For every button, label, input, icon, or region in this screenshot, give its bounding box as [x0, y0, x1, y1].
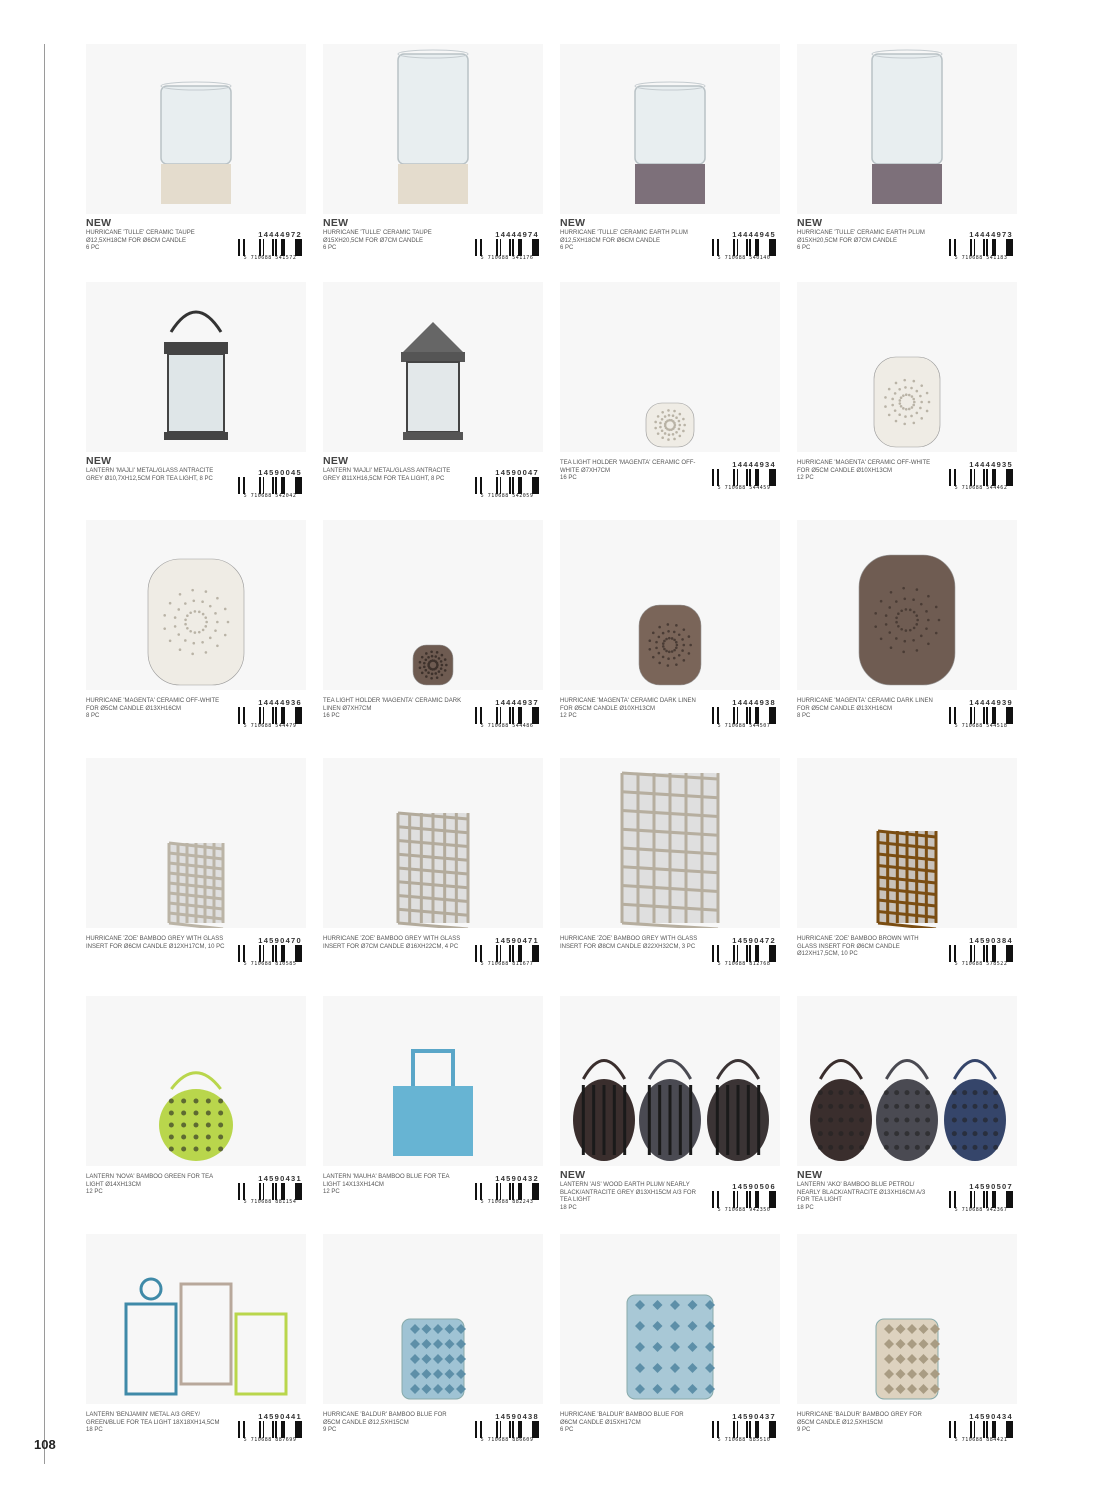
lantern-trio-pattern-icon [797, 996, 1017, 1166]
description-text: HURRICANE 'TULLE' CERAMIC EARTH PLUM Ø15XH20,5CM FOR Ø7CM CANDLE [797, 230, 925, 244]
item-number: 14590507 [969, 1182, 1013, 1191]
pack-quantity: 18 PC [560, 1204, 577, 1211]
product-card[interactable] [86, 520, 306, 758]
description-text: HURRICANE 'ZOE' BAMBOO BROWN WITH GLASS INSERT FOR Ø6CM CANDLE Ø12XH17,5CM, 10 PC [797, 936, 919, 957]
product-row [86, 1234, 1016, 1472]
barcode-icon [475, 477, 539, 499]
new-badge: NEW [86, 217, 112, 229]
item-number: 14444973 [969, 230, 1013, 239]
pack-quantity: 18 PC [86, 1427, 103, 1433]
product-row [86, 758, 1016, 996]
glass-hurricane-light-base-icon [86, 44, 306, 214]
description-text: LANTERN 'AKO' BAMBOO BLUE PETROL/ NEARLY BLACK/ANTRACITE Ø13XH16CM A/3 FOR TEA LIGHT [797, 1182, 926, 1203]
ean-number: 5 710688 541572 [243, 255, 297, 261]
tealight-white-icon [560, 282, 780, 452]
product-card[interactable] [323, 44, 543, 282]
product-card[interactable] [323, 1234, 543, 1472]
description-text: HURRICANE 'MAGENTA' CERAMIC DARK LINEN FOR Ø5CM CANDLE Ø13XH16CM [797, 698, 933, 712]
ean-number: 5 710688 942367 [954, 1207, 1008, 1213]
product-card[interactable] [560, 520, 780, 758]
new-badge: NEW [797, 217, 823, 229]
lattice-grey-icon [797, 1234, 1017, 1404]
new-badge: NEW [560, 1169, 586, 1181]
description-text: HURRICANE 'ZOE' BAMBOO GREY WITH GLASS INSERT FOR Ø8CM CANDLE Ø22XH32CM, 3 PC [560, 936, 698, 950]
item-number: 14590472 [732, 936, 776, 945]
product-row [86, 520, 1016, 758]
item-number: 14590441 [258, 1412, 302, 1421]
product-description [797, 1182, 937, 1212]
bamboo-weave-grey-small-icon [86, 758, 306, 928]
lattice-blue-small-icon [323, 1234, 543, 1404]
bamboo-weave-grey-medium-icon [323, 758, 543, 928]
pack-quantity: 16 PC [323, 713, 340, 719]
product-card[interactable] [86, 44, 306, 282]
product-card[interactable] [323, 282, 543, 520]
product-description [86, 698, 226, 721]
item-number: 14590431 [258, 1174, 302, 1183]
ean-number: 5 710688 884421 [954, 1437, 1008, 1443]
description-text: LANTERN 'MAJLI' METAL/GLASS ANTRACITE GREY Ø10,7XH12,5CM FOR TEA LIGHT, 8 PC [86, 468, 214, 482]
pack-quantity: 12 PC [86, 1189, 103, 1195]
pack-quantity: 9 PC [797, 1427, 811, 1433]
product-card[interactable] [797, 282, 1017, 520]
pack-quantity: 6 PC [797, 245, 811, 251]
product-card[interactable] [560, 758, 780, 996]
product-description [797, 936, 937, 959]
pack-quantity: 6 PC [560, 245, 574, 251]
pack-quantity: 12 PC [797, 475, 814, 481]
barcode-icon [238, 945, 302, 967]
product-row [86, 996, 1016, 1234]
product-card[interactable] [560, 996, 780, 1234]
product-card[interactable] [86, 282, 306, 520]
product-description [323, 698, 463, 721]
product-description [560, 936, 700, 951]
lattice-blue-large-icon [560, 1234, 780, 1404]
product-description [560, 1182, 700, 1212]
ean-number: 5 710688 542059 [480, 493, 534, 499]
pack-quantity: 18 PC [797, 1204, 814, 1211]
item-number: 14590471 [495, 936, 539, 945]
product-card[interactable] [323, 758, 543, 996]
barcode-icon [475, 239, 539, 261]
pack-quantity: 12 PC [560, 713, 577, 719]
product-description [797, 698, 937, 721]
item-number: 14590434 [969, 1412, 1013, 1421]
ean-number: 5 710688 885510 [717, 1437, 771, 1443]
barcode-icon [712, 1421, 776, 1443]
product-card[interactable] [86, 996, 306, 1234]
birdcage-lanterns-icon [86, 1234, 306, 1404]
ean-number: 5 710688 886609 [480, 1437, 534, 1443]
item-number: 14590437 [732, 1412, 776, 1421]
product-row [86, 44, 1016, 282]
lantern-trio-dark-icon [560, 996, 780, 1166]
page-margin-rule [44, 44, 45, 1464]
ean-number: 5 710688 544462 [954, 485, 1008, 491]
pack-quantity: 6 PC [323, 245, 337, 251]
barcode-icon [238, 477, 302, 499]
product-card[interactable] [797, 758, 1017, 996]
barcode-icon [949, 1421, 1013, 1443]
product-row [86, 282, 1016, 520]
product-description [323, 1412, 463, 1435]
item-number: 14590047 [495, 468, 539, 477]
item-number: 14444945 [732, 230, 776, 239]
item-number: 14590506 [732, 1182, 776, 1191]
product-description [86, 1412, 226, 1435]
description-text: TEA LIGHT HOLDER 'MAGENTA' CERAMIC DARK LINEN Ø7XH7CM [323, 698, 462, 712]
hurricane-white-large-icon [86, 520, 306, 690]
barcode-icon [712, 945, 776, 967]
pack-quantity: 16 PC [560, 475, 577, 481]
product-description [323, 468, 463, 483]
description-text: HURRICANE 'ZOE' BAMBOO GREY WITH GLASS INSERT FOR Ø7CM CANDLE Ø16XH22CM, 4 PC [323, 936, 461, 950]
product-card[interactable] [797, 44, 1017, 282]
description-text: LANTERN 'AIS' WOOD EARTH PLUM/ NEARLY BLACK/ANTRACITE GREY Ø13XH15CM A/3 FOR TEA LIGHT [560, 1182, 696, 1203]
description-text: HURRICANE 'ZOE' BAMBOO GREY WITH GLASS INSERT FOR Ø6CM CANDLE Ø12XH17CM, 10 PC [86, 936, 225, 950]
item-number: 14444934 [732, 460, 776, 469]
ean-number: 5 710688 811677 [480, 961, 534, 967]
lantern-blue-square-icon [323, 996, 543, 1166]
new-badge: NEW [86, 455, 112, 467]
pack-quantity: 9 PC [323, 1427, 337, 1433]
bamboo-weave-grey-large-icon [560, 758, 780, 928]
ean-number: 5 710688 542042 [243, 493, 297, 499]
item-number: 14444936 [258, 698, 302, 707]
product-description [86, 230, 226, 253]
item-number: 14444939 [969, 698, 1013, 707]
ean-number: 5 710688 540140 [717, 255, 771, 261]
item-number: 14444935 [969, 460, 1013, 469]
item-number: 14590432 [495, 1174, 539, 1183]
ean-number: 5 710688 578522 [954, 961, 1008, 967]
description-text: LANTERN 'BENJAMIN' METAL A/3 GREY/ GREEN/BLUE FOR TEA LIGHT 18X18XH14,5CM [86, 1412, 220, 1426]
description-text: TEA LIGHT HOLDER 'MAGENTA' CERAMIC OFF-WHITE Ø7XH7CM [560, 460, 696, 474]
barcode-icon [475, 1421, 539, 1443]
ean-number: 5 710688 544518 [954, 723, 1008, 729]
hurricane-brown-large-icon [797, 520, 1017, 690]
barcode-icon [475, 707, 539, 729]
barcode-icon [238, 239, 302, 261]
product-description [323, 1174, 463, 1197]
barcode-icon [712, 707, 776, 729]
product-description [560, 460, 700, 483]
product-description [323, 230, 463, 253]
product-card[interactable] [797, 996, 1017, 1234]
pack-quantity: 8 PC [797, 713, 811, 719]
product-card[interactable] [560, 1234, 780, 1472]
description-text: HURRICANE 'MAGENTA' CERAMIC OFF-WHITE FOR Ø5CM CANDLE Ø10XH13CM [797, 460, 931, 474]
ean-number: 5 710688 544479 [243, 723, 297, 729]
new-badge: NEW [560, 217, 586, 229]
ean-number: 5 710688 544507 [717, 723, 771, 729]
ean-number: 5 710688 881154 [243, 1199, 297, 1205]
barcode-icon [238, 1183, 302, 1205]
bamboo-weave-brown-icon [797, 758, 1017, 928]
ean-number: 5 710688 544486 [480, 723, 534, 729]
barcode-icon [949, 707, 1013, 729]
item-number: 14444972 [258, 230, 302, 239]
hurricane-white-small-icon [797, 282, 1017, 452]
product-card[interactable] [560, 282, 780, 520]
glass-hurricane-light-base-icon [323, 44, 543, 214]
description-text: HURRICANE 'BALDUR' BAMBOO BLUE FOR Ø5CM CANDLE Ø12,5XH15CM [323, 1412, 447, 1426]
description-text: HURRICANE 'BALDUR' BAMBOO GREY FOR Ø5CM CANDLE Ø12,5XH15CM [797, 1412, 922, 1426]
glass-hurricane-dark-base-icon [560, 44, 780, 214]
ean-number: 5 710688 544459 [717, 485, 771, 491]
product-description [560, 1412, 700, 1435]
new-badge: NEW [323, 455, 349, 467]
item-number: 14444938 [732, 698, 776, 707]
hurricane-brown-small-icon [560, 520, 780, 690]
barcode-icon [712, 1191, 776, 1213]
product-description [86, 468, 226, 483]
barcode-icon [238, 707, 302, 729]
barcode-icon [712, 469, 776, 491]
product-description [797, 460, 937, 483]
barcode-icon [949, 945, 1013, 967]
product-card[interactable] [797, 520, 1017, 758]
product-card[interactable] [323, 996, 543, 1234]
barcode-icon [712, 239, 776, 261]
description-text: HURRICANE 'BALDUR' BAMBOO BLUE FOR Ø6CM CANDLE Ø15XH17CM [560, 1412, 684, 1426]
pack-quantity: 12 PC [323, 1189, 340, 1195]
description-text: LANTERN 'MAUHA' BAMBOO BLUE FOR TEA LIGHT 14X13XH14CM [323, 1174, 450, 1188]
item-number: 14590470 [258, 936, 302, 945]
ean-number: 5 710688 882243 [480, 1199, 534, 1205]
item-number: 14590438 [495, 1412, 539, 1421]
ean-number: 5 710688 541183 [954, 255, 1008, 261]
barcode-icon [949, 469, 1013, 491]
metal-lantern-roof-icon [323, 282, 543, 452]
pack-quantity: 6 PC [560, 1427, 574, 1433]
product-card[interactable] [560, 44, 780, 282]
tealight-brown-icon [323, 520, 543, 690]
pack-quantity: 8 PC [86, 713, 100, 719]
description-text: HURRICANE 'TULLE' CERAMIC EARTH PLUM Ø12,5XH18CM FOR Ø6CM CANDLE [560, 230, 688, 244]
description-text: LANTERN 'MAJLI' METAL/GLASS ANTRACITE GREY Ø11XH16,5CM FOR TEA LIGHT, 8 PC [323, 468, 451, 482]
product-description [323, 936, 463, 951]
barcode-icon [475, 945, 539, 967]
product-card[interactable] [86, 758, 306, 996]
item-number: 14444937 [495, 698, 539, 707]
metal-lantern-handle-icon [86, 282, 306, 452]
ean-number: 5 710688 810585 [243, 961, 297, 967]
ean-number: 5 710688 942350 [717, 1207, 771, 1213]
ean-number: 5 710688 541176 [480, 255, 534, 261]
product-card[interactable] [797, 1234, 1017, 1472]
lantern-green-round-icon [86, 996, 306, 1166]
product-description [560, 698, 700, 721]
product-description [86, 936, 226, 951]
description-text: HURRICANE 'MAGENTA' CERAMIC OFF-WHITE FOR Ø5CM CANDLE Ø13XH16CM [86, 698, 220, 712]
new-badge: NEW [323, 217, 349, 229]
product-description [86, 1174, 226, 1197]
ean-number: 5 710688 887699 [243, 1437, 297, 1443]
product-card[interactable] [86, 1234, 306, 1472]
pack-quantity: 6 PC [86, 245, 100, 251]
description-text: HURRICANE 'TULLE' CERAMIC TAUPE Ø15XH20,5CM FOR Ø7CM CANDLE [323, 230, 432, 244]
description-text: HURRICANE 'MAGENTA' CERAMIC DARK LINEN FOR Ø5CM CANDLE Ø10XH13CM [560, 698, 696, 712]
barcode-icon [949, 239, 1013, 261]
product-description [560, 230, 700, 253]
item-number: 14590384 [969, 936, 1013, 945]
product-card[interactable] [323, 520, 543, 758]
page-number: 108 [34, 1437, 56, 1452]
glass-hurricane-dark-base-icon [797, 44, 1017, 214]
product-description [797, 1412, 937, 1435]
ean-number: 5 710688 812768 [717, 961, 771, 967]
description-text: HURRICANE 'TULLE' CERAMIC TAUPE Ø12,5XH18CM FOR Ø6CM CANDLE [86, 230, 195, 244]
new-badge: NEW [797, 1169, 823, 1181]
barcode-icon [475, 1183, 539, 1205]
barcode-icon [238, 1421, 302, 1443]
barcode-icon [949, 1191, 1013, 1213]
item-number: 14590045 [258, 468, 302, 477]
description-text: LANTERN 'NOVA' BAMBOO GREEN FOR TEA LIGHT Ø14XH13CM [86, 1174, 213, 1188]
item-number: 14444974 [495, 230, 539, 239]
product-description [797, 230, 937, 253]
